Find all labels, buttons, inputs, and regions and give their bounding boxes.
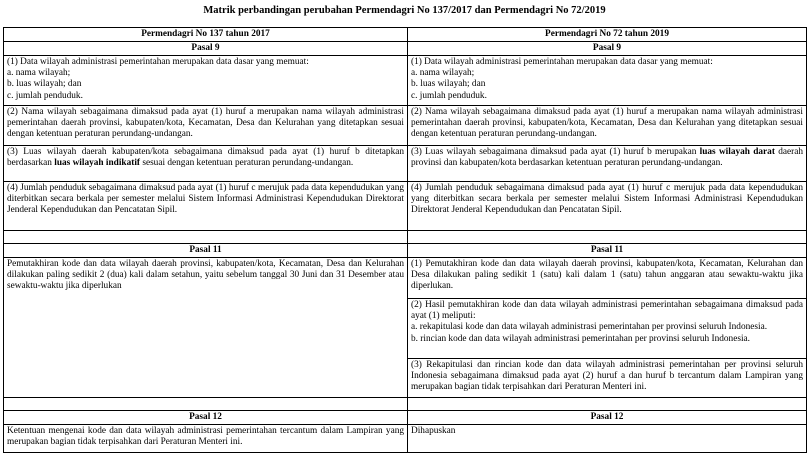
bold-phrase: luas wilayah indikatif: [54, 158, 140, 169]
pasal9-heading-right: Pasal 9: [408, 42, 807, 56]
pasal9-ayat4-right: (4) Jumlah penduduk sebagaimana dimaksud pada ayat (1) huruf c merujuk pada data kependudukan yang diterbitkan secara berkala per semester melalui Sistem Informasi Administrasi Kependudukan Direktorat Jenderal Kependudukan dan Pencatatan Sipil.: [408, 182, 807, 231]
pasal11-left: Pemutakhiran kode dan data wilayah daerah provinsi, kabupaten/kota, Kecamatan, Desa dan Kelurahan dilakukan paling sedikit 2 (dua) kali dalam setahun, yaitu sebelum tanggal 30 Juni dan 31 Desember atau sewaktu-waktu jika diperlukan: [4, 258, 408, 398]
pasal12-left: Ketentuan mengenai kode dan data wilayah administrasi pemerintahan tercantum dalam Lampiran yang merupakan bagian tidak terpisahkan dari Peraturan Menteri ini.: [4, 425, 408, 453]
ayat-text: sesuai dengan ketentuan peraturan perundang-undangan.: [140, 158, 354, 169]
spacer-row: [4, 231, 807, 244]
bold-phrase: luas wilayah darat: [699, 147, 775, 157]
pasal9-ayat3-row: [4, 146, 807, 182]
list-item: a. nama wilayah;: [411, 68, 475, 79]
pasal12-heading-right: Pasal 12: [408, 411, 807, 425]
pasal9-ayat2-right: (2) Nama wilayah sebagaimana dimaksud pada ayat (1) huruf a merupakan nama wilayah administrasi pemerintahan daerah provinsi, kabupaten/kota, Kecamatan, Desa dan Kelurahan yang ditetapkan sesuai dengan ketentuan peraturan perundang-undangan.: [408, 106, 807, 146]
ayat-text: daerah provinsi dan kabupaten/kota berdasarkan ketentuan peraturan perundang-undangan.: [411, 147, 803, 169]
pasal9-ayat2-row: [4, 106, 807, 146]
list-item: c. jumlah penduduk.: [411, 90, 487, 101]
pasal12-heading-left: Pasal 12: [4, 411, 408, 425]
column-header-row: [4, 28, 807, 42]
document-title: Matrik perbandingan perubahan Permendagri No 137/2017 dan Permendagri No 72/2019: [203, 5, 606, 16]
pasal9-ayat3-right: [408, 146, 807, 182]
list-item: b. luas wilayah; dan: [7, 79, 82, 90]
pasal12-heading-row: [4, 411, 807, 425]
ayat-intro: (1) Data wilayah administrasi pemerintahan merupakan data dasar yang memuat:: [411, 57, 713, 67]
pasal11-heading-right: Pasal 11: [408, 244, 807, 258]
pasal11-ayat1-row: [4, 258, 807, 299]
pasal9-ayat4-left: (4) Jumlah penduduk sebagaimana dimaksud pada ayat (1) huruf c merujuk pada data kependudukan yang diterbitkan secara berkala per semester melalui Sistem Informasi Administrasi Kependudukan Direktorat Jenderal Kependudukan dan Pencatatan Sipil.: [4, 182, 408, 231]
ayat-intro: (2) Hasil pemutakhiran kode dan data wilayah administrasi pemerintahan sebagaimana dimaksud pada ayat (1) meliputi:: [411, 300, 803, 322]
pasal11-ayat1-right: (1) Pemutakhiran kode dan data wilayah daerah provinsi, kabupaten/kota, Kecamatan, Kelurahan dan Desa dilakukan paling sedikit 1 (satu) kali dalam 1 (satu) tahun anggaran atau sewaktu-waktu jika diperlukan.: [408, 258, 807, 299]
pasal9-ayat1-right: [408, 56, 807, 106]
pasal9-ayat1-row: [4, 56, 807, 106]
pasal9-ayat3-left: [4, 146, 408, 182]
ayat-intro: (1) Data wilayah administrasi pemerintahan merupakan data dasar yang memuat:: [7, 57, 309, 67]
pasal9-heading-left: Pasal 9: [4, 42, 408, 56]
pasal11-heading-row: [4, 244, 807, 258]
pasal12-content-row: [4, 425, 807, 453]
pasal9-ayat2-left: (2) Nama wilayah sebagaimana dimaksud pada ayat (1) huruf a merupakan nama wilayah administrasi pemerintahan daerah provinsi, kabupaten/kota, Kecamatan, Desa dan Kelurahan yang ditetapkan sesuai dengan ketentuan peraturan perundang-undangan.: [4, 106, 408, 146]
list-item: a. rekapitulasi kode dan data wilayah administrasi pemerintahan per provinsi seluruh Indonesia.: [411, 322, 768, 333]
pasal9-ayat1-left: [4, 56, 408, 106]
column-header-left: Permendagri No 137 tahun 2017: [4, 28, 408, 42]
list-item: b. rincian kode dan data wilayah administrasi pemerintahan per provinsi seluruh Indonesia.: [411, 333, 750, 344]
list-item: a. nama wilayah;: [7, 68, 71, 79]
ayat-text: (3) Luas wilayah daerah kabupaten/kota sebagaimana dimaksud pada ayat (1) huruf b ditetapkan berdasarkan: [7, 147, 404, 169]
comparison-table: [3, 27, 807, 453]
pasal12-right: Dihapuskan: [408, 425, 807, 453]
pasal9-heading-row: [4, 42, 807, 56]
ayat-text: (3) Luas wilayah sebagaimana dimaksud pada ayat (1) huruf b merupakan: [411, 147, 700, 157]
list-item: b. luas wilayah; dan: [411, 79, 486, 90]
list-item: c. jumlah penduduk.: [7, 90, 83, 101]
pasal11-ayat2-right: [408, 299, 807, 359]
column-header-right: Permendagri No 72 tahun 2019: [408, 28, 807, 42]
pasal11-heading-left: Pasal 11: [4, 244, 408, 258]
spacer-row: [4, 398, 807, 411]
pasal9-ayat4-row: [4, 182, 807, 231]
pasal11-ayat3-right: (3) Rekapitulasi dan rincian kode dan data wilayah administrasi pemerintahan per provinsi seluruh Indonesia sebagaimana dimaksud pada ayat (2) huruf a dan huruf b tercantum dalam Lampiran yang merupakan bagian tidak terpisahkan dari Peraturan Menteri ini.: [408, 359, 807, 398]
